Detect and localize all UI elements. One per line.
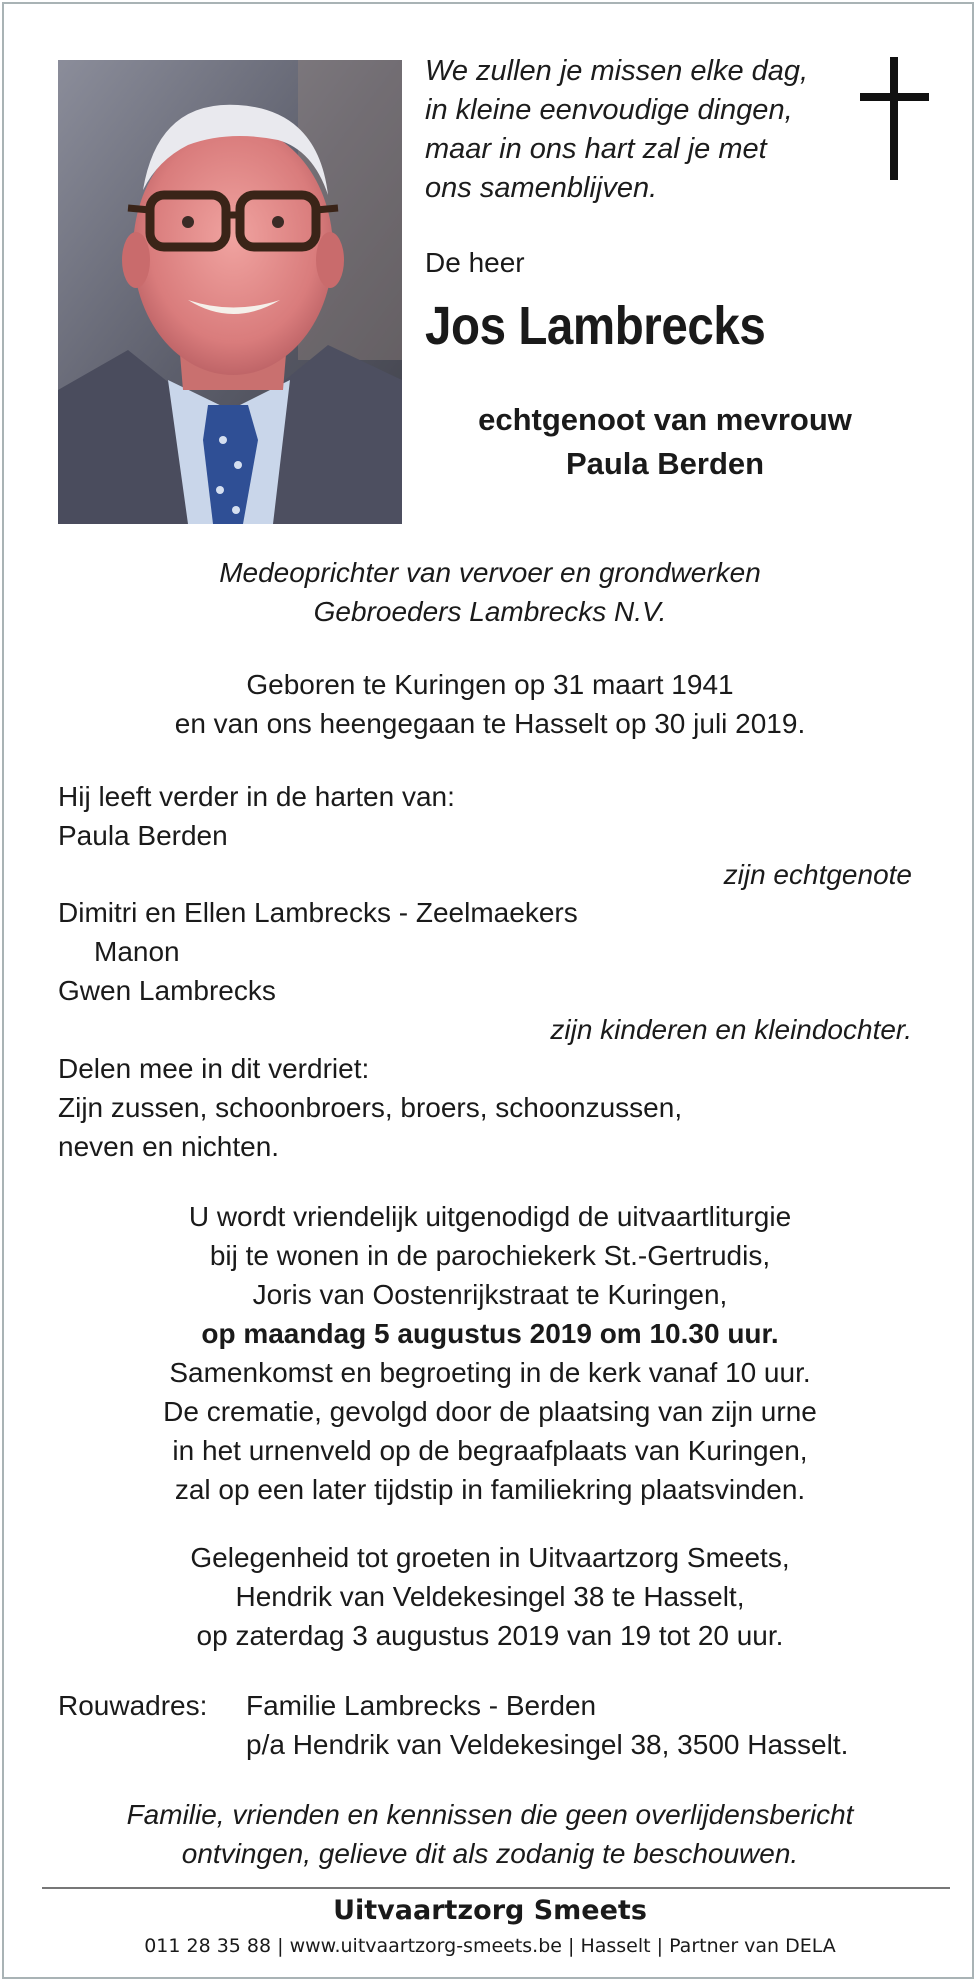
address-label: Rouwadres: [58,1690,208,1721]
funeral-line: in het urnenveld op de begraafplaats van Kuringen, [172,1435,808,1466]
spouse-info [425,398,905,486]
child-name: Gwen Lambrecks [58,975,276,1006]
portrait-photo [58,60,402,524]
poem-line: maar in ons hart zal je met [425,133,767,165]
founder-line: Medeoprichter van vervoer en grondwerken [219,557,761,588]
child-name: Dimitri en Ellen Lambrecks - Zeelmaekers [58,897,578,928]
funeral-line: zal op een later tijdstip in familiekring plaatsvinden. [174,1474,806,1505]
funeral-line: bij te wonen in de parochiekerk St.-Gertrudis, [209,1240,771,1271]
footer-divider [42,1887,950,1889]
death-line: en van ons heengegaan te Hasselt op 30 juli 2019. [174,708,806,739]
address-line: p/a Hendrik van Veldekesingel 38, 3500 Hasselt. [246,1729,849,1760]
family-intro: Hij leeft verder in de harten van: [58,781,455,812]
spouse-name: Paula Berden [565,446,765,481]
funeral-line: De crematie, gevolgd door de plaatsing van zijn urne [163,1396,817,1427]
spouse-line: echtgenoot van mevrouw [478,402,852,437]
poem-line: We zullen je missen elke dag, [425,55,809,87]
grandchild-name: Manon [94,936,180,967]
notice-line: Familie, vrienden en kennissen die geen overlijdensbericht [126,1799,854,1830]
relatives-line: Zijn zussen, schoonbroers, broers, schoonzussen, [58,1092,683,1123]
portrait-illustration [58,60,402,524]
funeral-line: U wordt vriendelijk uitgenodigd de uitvaartliturgie [188,1201,792,1232]
funeral-line: Samenkomst en begroeting in de kerk vanaf 10 uur. [169,1357,811,1388]
share-intro: Delen mee in dit verdriet: [58,1053,370,1084]
poem-line: in kleine eenvoudige dingen, [425,94,793,126]
visitation-line: Hendrik van Veldekesingel 38 te Hasselt, [235,1581,745,1612]
wife-role: zijn echtgenote [723,859,912,890]
wife-name: Paula Berden [58,820,228,851]
founder-company: Gebroeders Lambrecks N.V. [313,596,667,627]
deceased-name: Jos Lambrecks [425,296,766,356]
children-role: zijn kinderen en kleindochter. [550,1014,912,1045]
cross-icon-horizontal [860,93,929,101]
poem [425,52,865,208]
honorific: De heer [425,247,525,278]
birth-line: Geboren te Kuringen op 31 maart 1941 [246,669,734,700]
footer-company: Uitvaartzorg Smeets [333,1895,647,1926]
notice-line: ontvingen, gelieve dit als zodanig te beschouwen. [181,1838,799,1869]
funeral-line: Joris van Oostenrijkstraat te Kuringen, [252,1279,728,1310]
visitation-line: Gelegenheid tot groeten in Uitvaartzorg Smeets, [190,1542,790,1573]
footer-contact: 011 28 35 88 | www.uitvaartzorg-smeets.be | Hasselt | Partner van DELA [144,1935,836,1957]
address-line: Familie Lambrecks - Berden [246,1690,597,1721]
poem-line: ons samenblijven. [425,172,658,204]
visitation-line: op zaterdag 3 augustus 2019 van 19 tot 20 uur. [196,1620,784,1651]
relatives-line: neven en nichten. [58,1131,280,1162]
address-value [246,1686,848,1764]
cross-icon-vertical [890,57,898,180]
funeral-datetime: op maandag 5 augustus 2019 om 10.30 uur. [201,1318,779,1349]
